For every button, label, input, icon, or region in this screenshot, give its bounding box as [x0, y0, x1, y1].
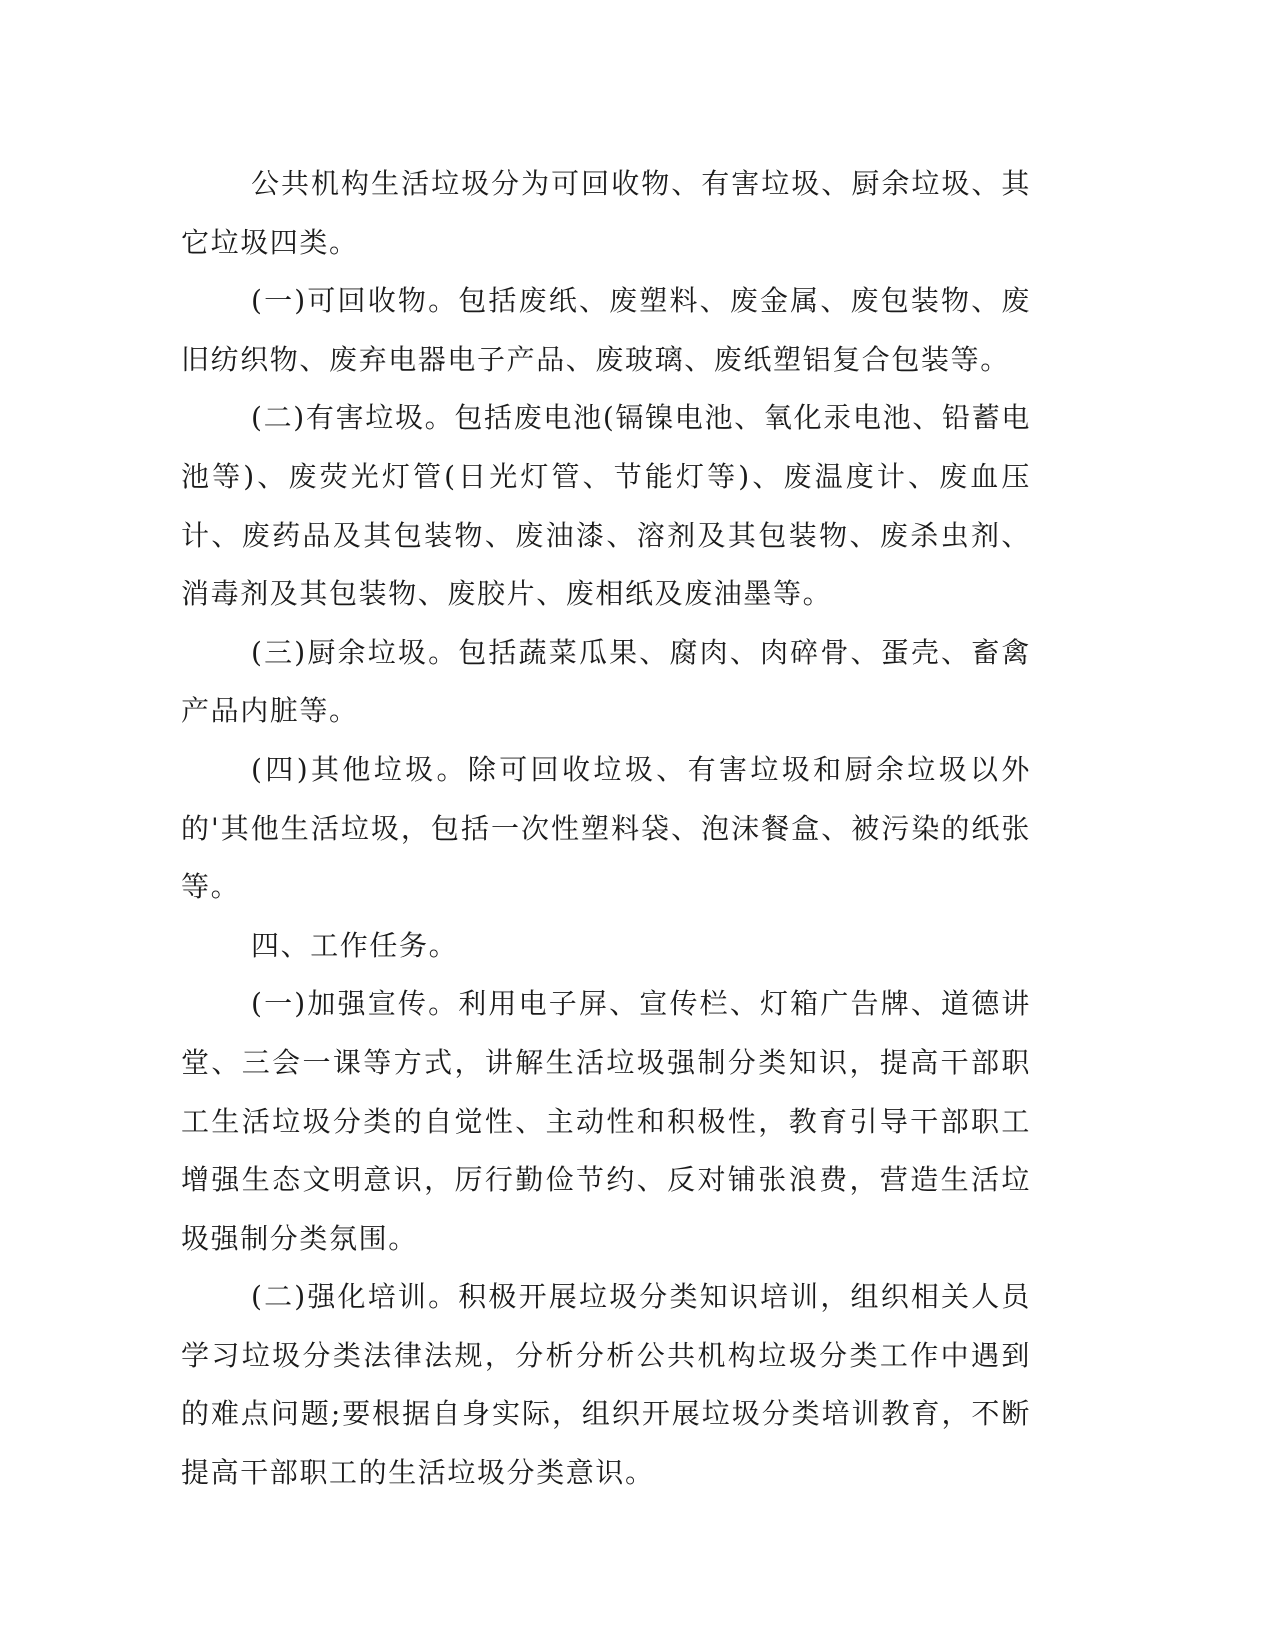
paragraph-intro: 公共机构生活垃圾分为可回收物、有害垃圾、厨余垃圾、其它垃圾四类。: [181, 167, 1031, 259]
section-heading-tasks: 四、工作任务。: [251, 928, 459, 962]
paragraph-training: (二)强化培训。积极开展垃圾分类知识培训，组织相关人员学习垃圾分类法律法规，分析分析公共机构垃圾分类工作中遇到的难点问题;要根据自身实际，组织开展垃圾分类培训教育，不断提高干部职工的生活垃圾分类意识。: [181, 1280, 1031, 1490]
paragraph-hazardous: (二)有害垃圾。包括废电池(镉镍电池、氧化汞电池、铅蓄电池等)、废荧光灯管(日光灯管、节能灯等)、废温度计、废血压计、废药品及其包装物、废油漆、溶剂及其包装物、废杀虫剂、消毒剂及其包装物、废胶片、废相纸及废油墨等。: [181, 401, 1031, 611]
paragraph-recyclables: (一)可回收物。包括废纸、废塑料、废金属、废包装物、废旧纺织物、废弃电器电子产品、废玻璃、废纸塑铝复合包装等。: [181, 284, 1031, 376]
paragraph-publicity: (一)加强宣传。利用电子屏、宣传栏、灯箱广告牌、道德讲堂、三会一课等方式，讲解生活垃圾强制分类知识，提高干部职工生活垃圾分类的自觉性、主动性和积极性，教育引导干部职工增强生态文明意识，厉行勤俭节约、反对铺张浪费，营造生活垃圾强制分类氛围。: [181, 987, 1031, 1255]
paragraph-other-waste: (四)其他垃圾。除可回收垃圾、有害垃圾和厨余垃圾以外的'其他生活垃圾，包括一次性塑料袋、泡沫餐盒、被污染的纸张等。: [181, 752, 1031, 904]
paragraph-kitchen-waste: (三)厨余垃圾。包括蔬菜瓜果、腐肉、肉碎骨、蛋壳、畜禽产品内脏等。: [181, 635, 1031, 728]
document-body: [181, 155, 1031, 1503]
